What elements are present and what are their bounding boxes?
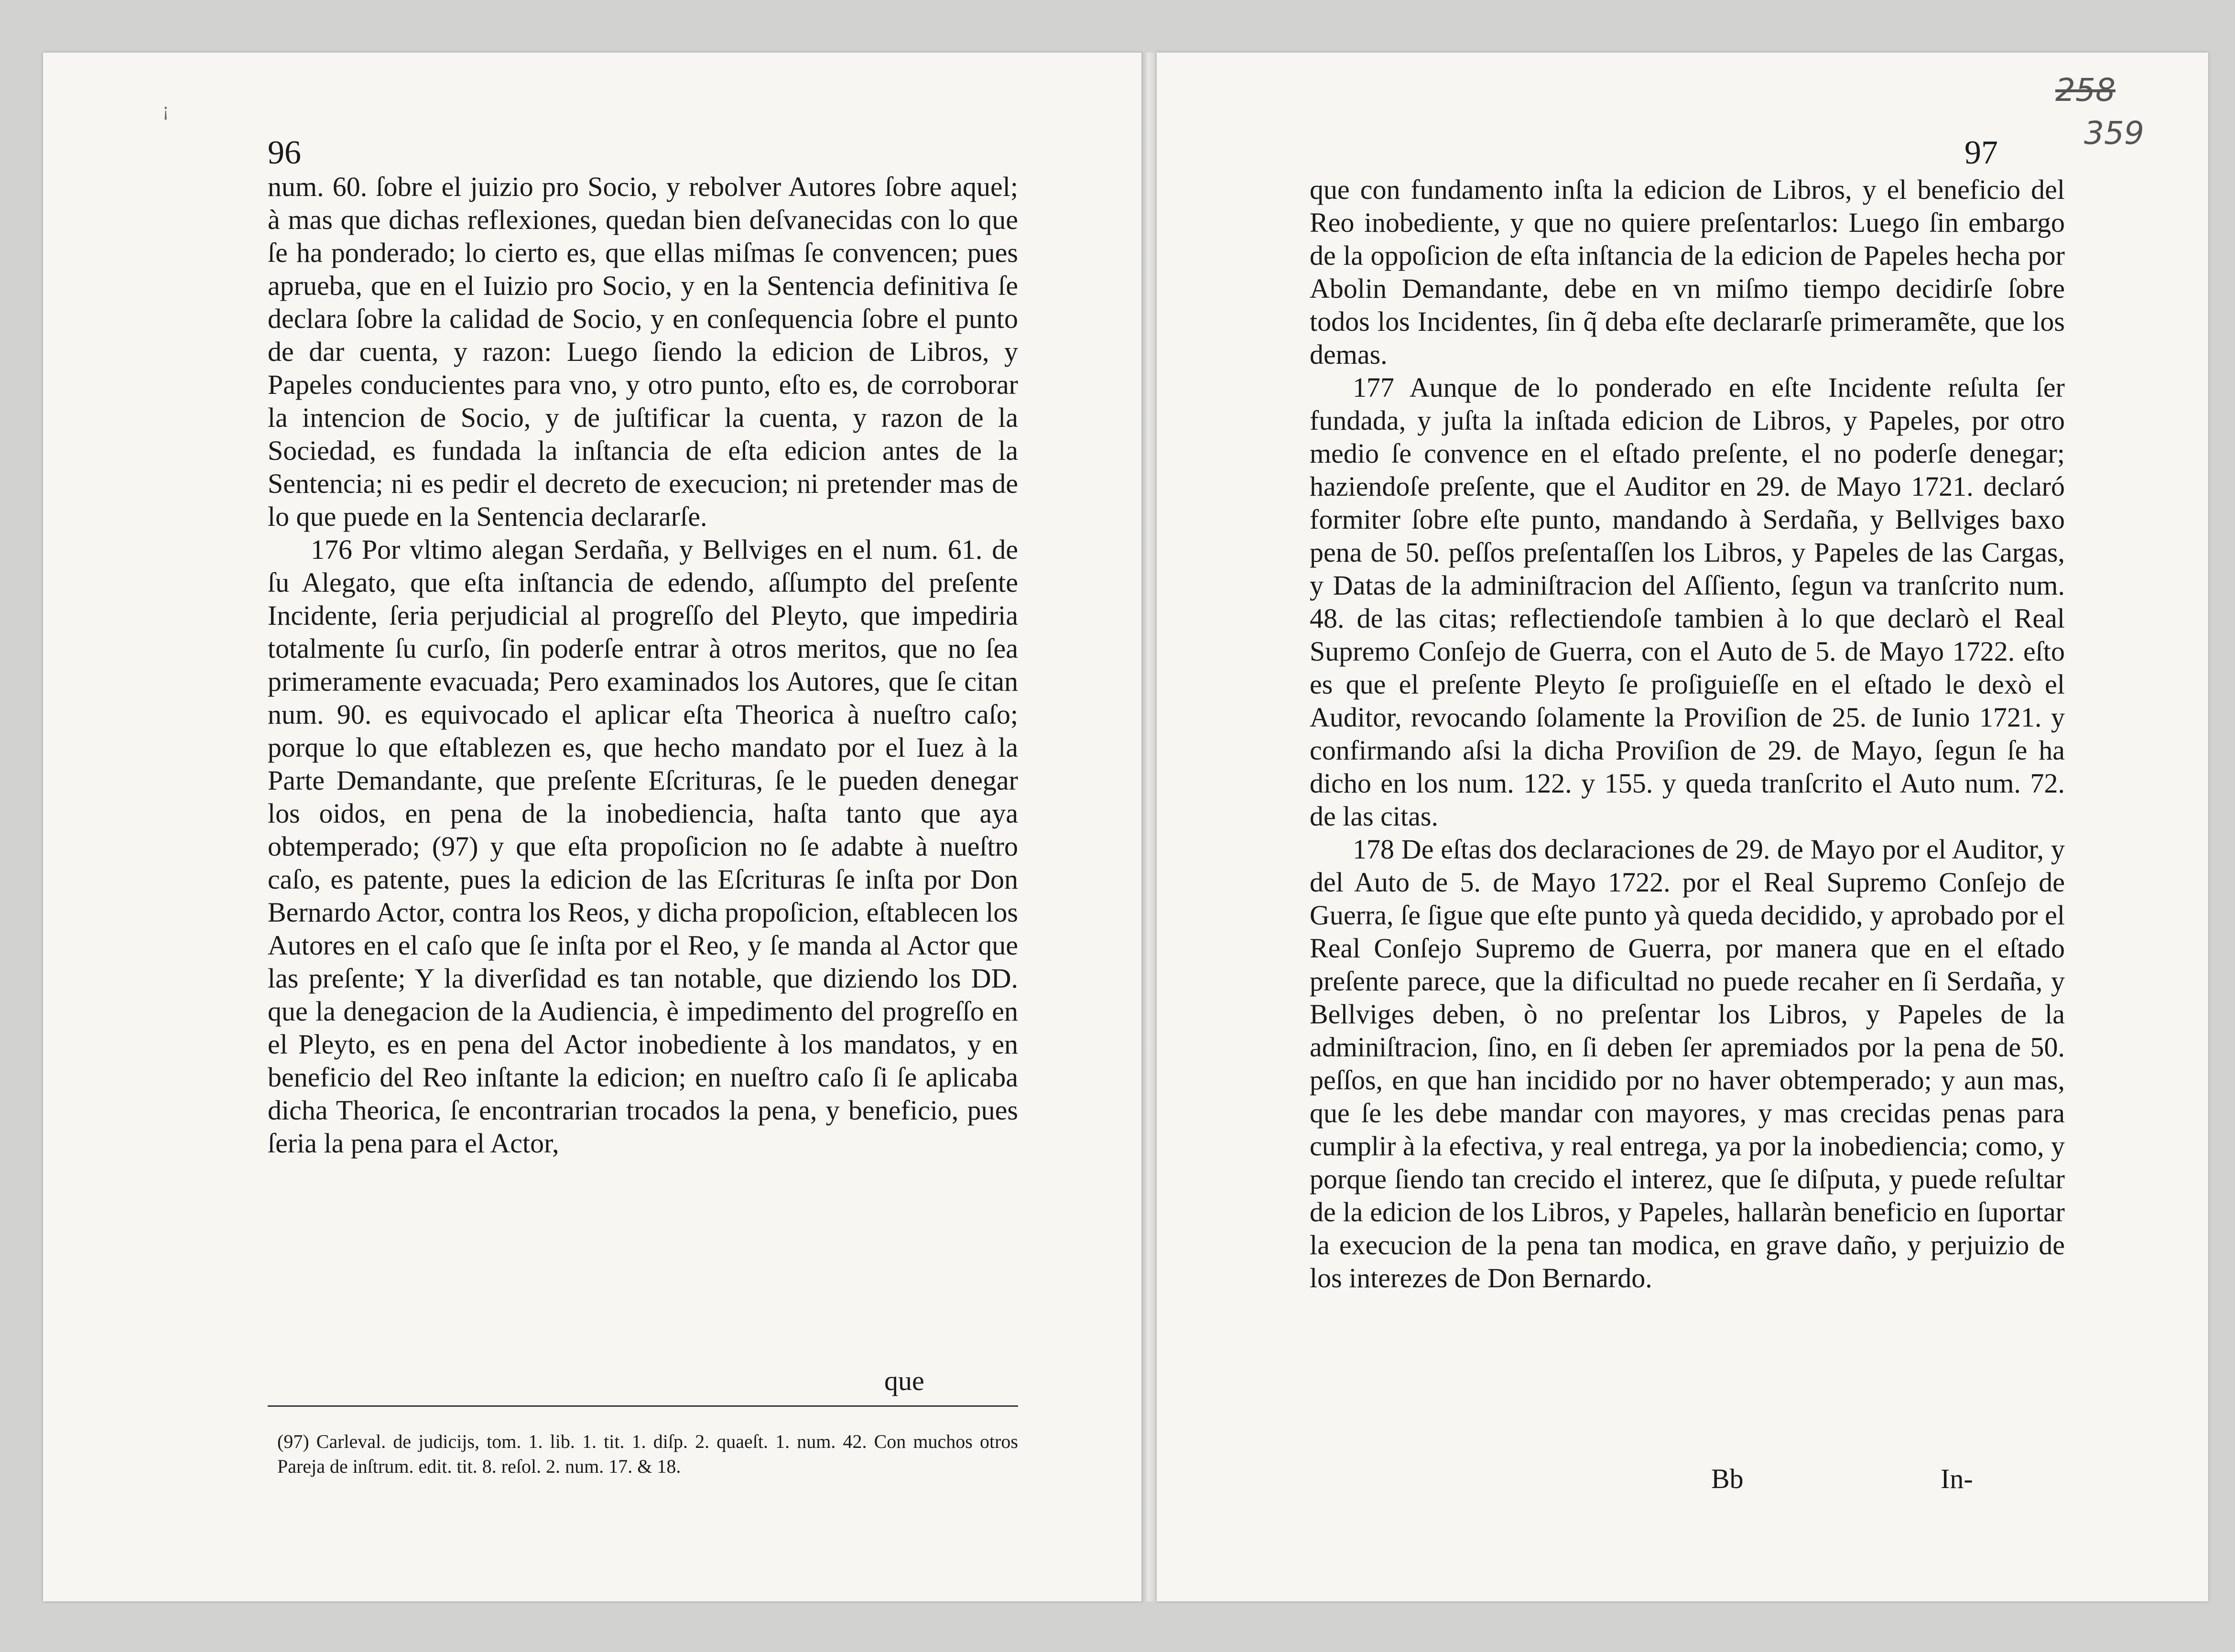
paragraph: num. 60. ſobre el juizio pro Socio, y rebolver Autores ſobre aquel; à mas que dichas reflexiones, quedan bien deſvanecidas con lo que ſe ha ponderado; lo cierto es, que ellas miſmas ſe convencen; pues aprueba, que en el Iuizio pro Socio, y en la Sentencia definitiva ſe declara ſobre la calidad de Socio, y en conſequencia ſobre el punto de dar cuenta, y razon: Luego ſiendo la edicion de Libros, y Papeles conducientes para vno, y otro punto, eſto es, de corroborar la intencion de Socio, y de juſtificar la cuenta, y razon de la Sociedad, es fundada la inſtancia de eſta edicion antes de la Sentencia; ni es pedir el decreto de execucion; ni pretender mas de lo que puede en la Sentencia declararſe. (268, 171, 1018, 532)
paragraph-177: 177 Aunque de lo ponderado en eſte Incidente reſulta ſer fundada, y juſta la inſtada edicion de Libros, y Papeles, por otro medio ſe convence en el eſtado preſente, el no poderſe denegar; haziendoſe preſente, que el Auditor en 29. de Mayo 1721. declaró formiter ſobre eſte punto, mandando à Serdaña, y Bellviges baxo pena de 50. peſſos preſentaſſen los Libros, y Papeles de las Cargas, y Datas de la adminiſtracion del Aſſiento, ſegun va tranſcrito num. 48. de las citas; reflectiendoſe tambien à lo que declarò el Real Supremo Conſejo de Guerra, con el Auto de 5. de Mayo 1722. eſto es que el preſente Pleyto ſe proſiguieſſe en el eſtado le dexò el Auditor, revocando ſolamente la Proviſion de 25. de Iunio 1721. y confirmando aſsi la dicha Proviſion de 29. de Mayo, ſegun ſe ha dicho en los num. 122. y 155. y queda tranſcrito el Auto num. 72. de las citas. (1310, 372, 2065, 832)
paragraph-176: 176 Por vltimo alegan Serdaña, y Bellviges en el num. 61. de ſu Alegato, que eſta inſtancia de edendo, aſſumpto del preſente Incidente, ſeria perjudicial al progreſſo del Pleyto, que impediria totalmente ſu curſo, ſin poderſe entrar à otros meritos, que no ſea primeramente evacuada; Pero examinados los Autores, que ſe citan num. 90. es equivocado el aplicar eſta Theorica à nueſtro caſo; porque lo que eſtablezen es, que hecho mandato por el Iuez à la Parte Demandante, que preſente Eſcrituras, ſe le pueden denegar los oidos, en pena de la inobediencia, haſta tanto que aya obtemperado; (97) y que eſta propoſicion no ſe adabte à nueſtro caſo, es patente, pues la edicion de las Eſcrituras ſe inſta por Don Bernardo Actor, contra los Reos, y dicha propoſicion, eſtablecen los Autores en el caſo que ſe inſta por el Reo, y ſe manda al Actor que las preſente; Y la diverſidad es tan notable, que diziendo los DD. que la denegacion de la Audiencia, è impedimento del progreſſo en el Pleyto, es en pena del Actor inobediente à los mandatos, y en beneficio del Reo inſtante la edicion; en nueſtro caſo ſi ſe aplicaba dicha Theorica, ſe encontrarian trocados la pena, y beneficio, pues ſeria la pena para el Actor, (268, 534, 1018, 1159)
archive-number-struck: 258 (2055, 72, 2116, 109)
paragraph: que con fundamento inſta la edicion de Libros, y el beneficio del Reo inobediente, y que no quiere preſentarlos: Luego ſin embargo de la oppoſicion de eſta inſtancia de la edicion de Papeles hecha por Abolin Demandante, debe en vn miſmo tiempo decidirſe ſobre todos los Incidentes, ſin q̃ deba eſte declararſe primeramẽte, que los demas. (1310, 174, 2065, 370)
left-page (43, 53, 1142, 1601)
page-number-right: 97 (1964, 134, 1998, 171)
catchword: In- (1941, 1463, 1973, 1494)
catchword: que (884, 1365, 924, 1396)
signature-mark: Bb (1711, 1463, 1744, 1494)
footnote-97: (97) Carleval. de judicijs, tom. 1. lib. 1. tit. 1. diſp. 2. quaeſt. 1. num. 42. Con muchos otros Pareja de inſtrum. edit. tit. 8. reſol. 2. num. 17. & 18. (277, 1431, 1018, 1477)
page-number-left: 96 (268, 134, 301, 171)
stray-mark: ¡ (163, 98, 169, 120)
right-page (1157, 53, 2208, 1601)
book-gutter (1141, 53, 1159, 1601)
paragraph-178: 178 De eſtas dos declaraciones de 29. de Mayo por el Auditor, y del Auto de 5. de Mayo 1722. por el Real Supremo Conſejo de Guerra, ſe ſigue que eſte punto yà queda decidido, y aprobado por el Real Conſejo Supremo de Guerra, por manera que en el eſtado preſente parece, que la dificultad no puede recaher en ſi Serdaña, y Bellviges deben, ò no preſentar los Libros, y Papeles de la adminiſtracion, ſino, en ſi deben ſer apremiados por la pena de 50. peſſos, en que han incidido por no haver obtemperado; y aun mas, que ſe les debe mandar con mayores, y mas crecidas penas para cumplir à la efectiva, y real entrega, ya por la inobediencia; como, y porque ſiendo tan crecido el interez, que ſe diſputa, y puede reſultar de la edicion de los Libros, y Papeles, hallaràn beneficio en ſuportar la execucion de la pena tan modica, en grave daño, y perjuizio de los interezes de Don Bernardo. (1310, 834, 2065, 1293)
archive-number: 359 (2084, 115, 2144, 152)
left-page-body (268, 170, 1018, 1160)
footnote-rule (268, 1405, 1018, 1407)
right-page-body (1310, 173, 2065, 1294)
